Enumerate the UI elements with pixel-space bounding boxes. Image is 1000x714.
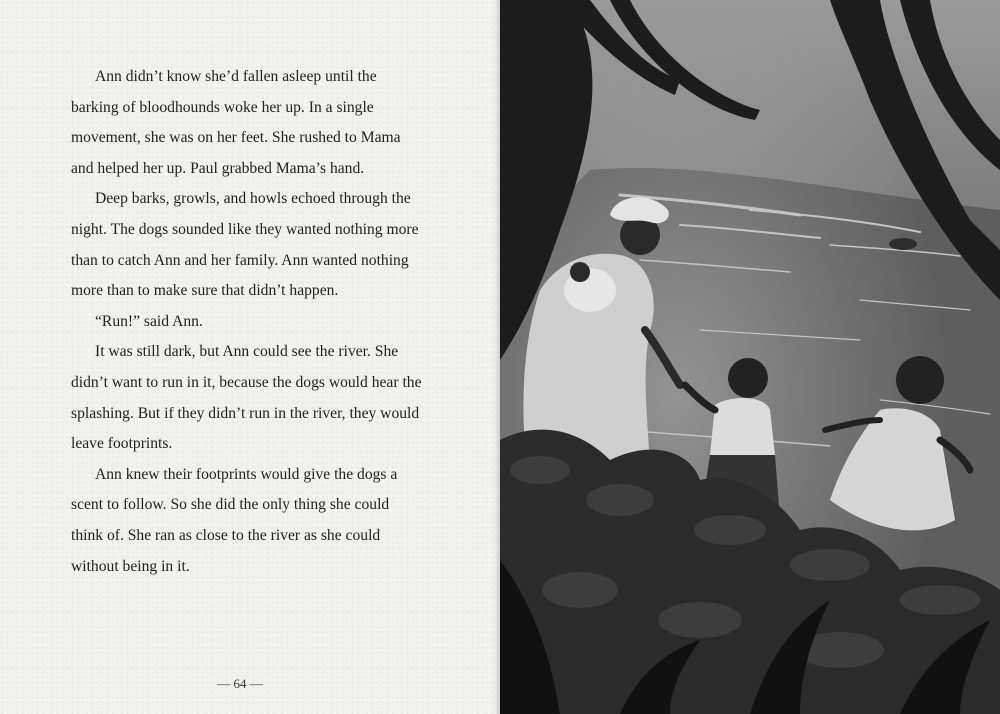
story-text — [71, 62, 423, 582]
illustration-canvas — [500, 0, 1000, 714]
page-number: — 64 — — [217, 676, 263, 691]
paragraph-4: It was still dark, but Ann could see the river. She didn’t want to run in it, because the dogs would hear the splashing. But if they didn’t run in the river, they would leave footprints. — [71, 343, 422, 453]
river-rock — [889, 238, 917, 250]
paragraph-1: Ann didn’t know she’d fallen asleep until the barking of bloodhounds woke her up. In a single movement, she was on her feet. She rushed to Mama and helped her up. Paul grabbed Mama’s hand. — [71, 68, 401, 177]
illustration-river-escape — [500, 0, 1000, 714]
paragraph-2: Deep barks, growls, and howls echoed through the night. The dogs sounded like they wanted nothing more than to catch Ann and her family. Ann wanted nothing more than to make sure that didn’t happen. — [71, 190, 419, 300]
paragraph-5: Ann knew their footprints would give the dogs a scent to follow. So she did the only thing she could think of. She ran as close to the river as she could without being in it. — [71, 465, 398, 575]
paragraph-3: “Run!” said Ann. — [95, 312, 203, 330]
